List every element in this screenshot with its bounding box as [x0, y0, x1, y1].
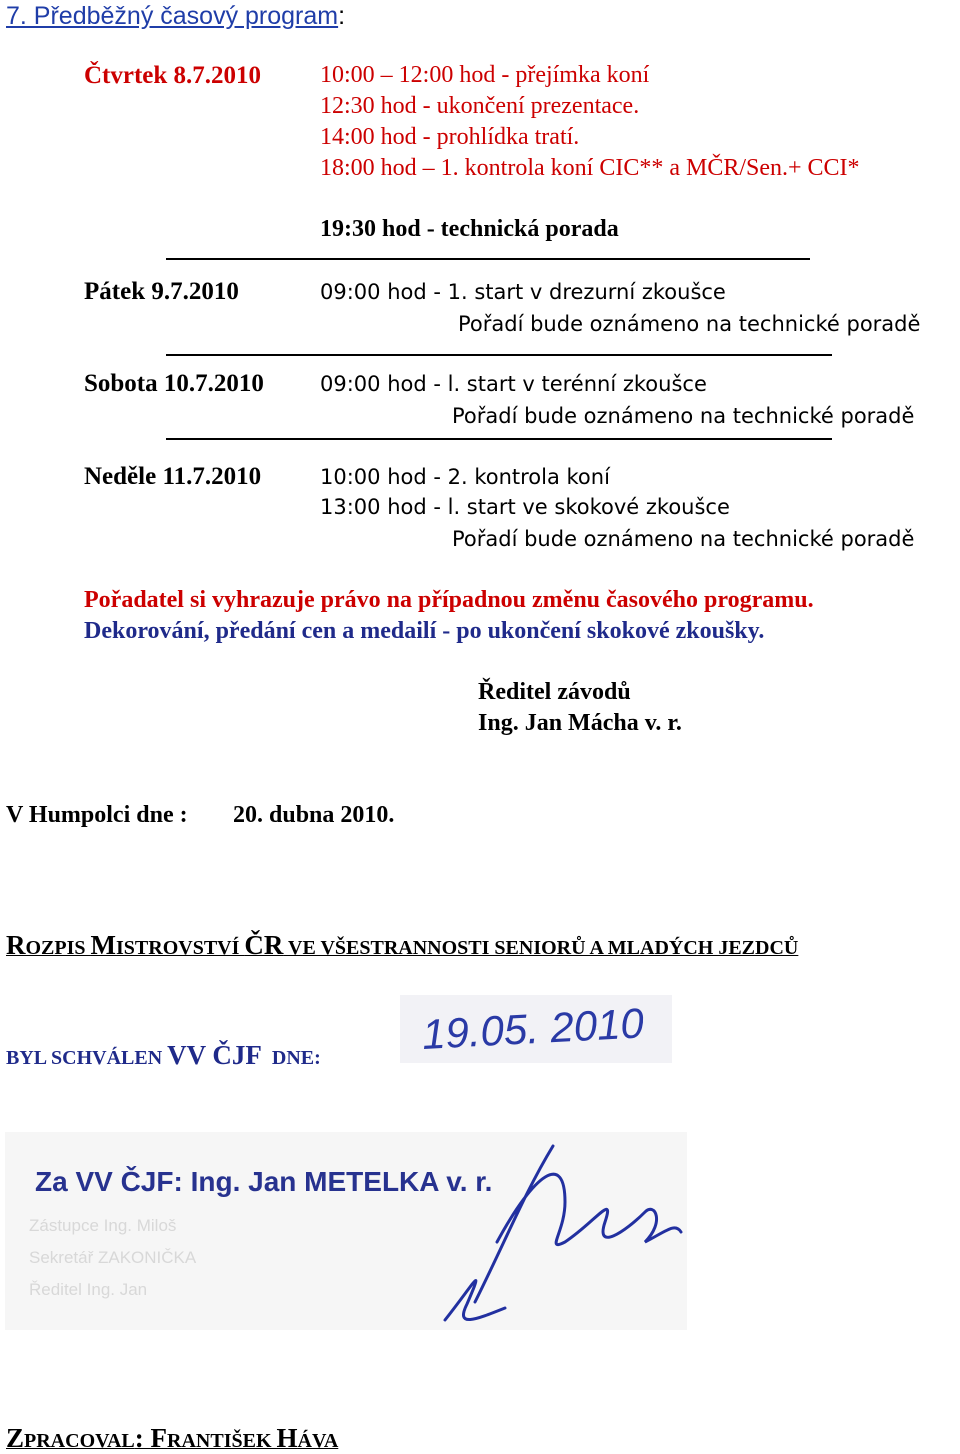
director-name: Ing. Jan Mácha v. r. [478, 710, 682, 736]
awards-text: Dekorování, předání cen a medailí - po ukončení skokové zkoušky. [84, 618, 765, 644]
handwritten-date-drawing [400, 995, 672, 1063]
rozpis-title [6, 930, 798, 961]
processed-line-part: : [134, 1423, 151, 1453]
processed-line-part: ÁVA [297, 1430, 339, 1452]
handwritten-date: 19.05. 2010 [420, 999, 645, 1058]
processed-line-part: F [150, 1423, 168, 1453]
day-friday: Pátek 9.7.2010 [84, 278, 239, 305]
processed-line-part: Z [6, 1423, 25, 1453]
thursday-item-2: 12:30 hod - ukončení prezentace. [320, 93, 640, 119]
rozpis-line-part: VE VŠESTRANNOSTI SENIORŮ A MLADÝCH JEZDCŮ [283, 937, 799, 959]
faint-background-text: Sekretář ZAKONIČKA [29, 1248, 197, 1267]
thursday-item-1: 10:00 – 12:00 hod - přejímka koní [320, 62, 650, 88]
signature-image [5, 1132, 687, 1330]
separator-line [166, 438, 832, 440]
section-heading-colon: : [338, 2, 346, 30]
thursday-item-4: 18:00 hod – 1. kontrola koní CIC** a MČR/Sen.+ CCI* [320, 155, 860, 181]
rozpis-line-part: ISTROVSTVÍ [116, 937, 245, 959]
approved-line-part: BYL SCHVÁLEN [6, 1047, 168, 1069]
sunday-note: Pořadí bude oznámeno na technické poradě [452, 527, 915, 551]
saturday-item: 09:00 hod - l. start v terénní zkoušce [320, 372, 707, 396]
approved-line-part: VV ČJF [167, 1040, 262, 1070]
place-date: 20. dubna 2010. [233, 802, 395, 828]
saturday-note: Pořadí bude oznámeno na technické poradě [452, 404, 915, 428]
handwritten-signature [5, 1132, 687, 1330]
friday-item: 09:00 hod - 1. start v drezurní zkoušce [320, 280, 726, 304]
faint-background-text: Zástupce Ing. Miloš [29, 1216, 177, 1235]
rozpis-line-part: ČR [244, 930, 284, 960]
disclaimer-text: Pořadatel si vyhrazuje právo na případnou změnu časového programu. [84, 587, 814, 613]
rozpis-line-part: M [90, 930, 117, 960]
section-heading [6, 2, 345, 31]
separator-line [166, 258, 810, 260]
day-saturday: Sobota 10.7.2010 [84, 370, 264, 397]
rozpis-line-part: OZPIS [25, 937, 91, 959]
faint-background-text: Ředitel Ing. Jan [29, 1280, 148, 1299]
approval-label [6, 1040, 321, 1071]
processed-line-part: H [276, 1423, 298, 1453]
rozpis-line-part: R [6, 930, 26, 960]
place-label: V Humpolci dne : [6, 802, 188, 828]
processed-line-part: PRACOVAL [24, 1430, 135, 1452]
processed-by [6, 1423, 338, 1454]
director-title: Ředitel závodů [478, 679, 631, 705]
friday-note: Pořadí bude oznámeno na technické poradě [458, 312, 921, 336]
thursday-item-3: 14:00 hod - prohlídka tratí. [320, 124, 580, 150]
sunday-item-1: 10:00 hod - 2. kontrola koní [320, 465, 610, 489]
approved-line-part: DNE: [261, 1047, 321, 1069]
section-heading-text: 7. Předběžný časový program [6, 2, 339, 30]
day-sunday: Neděle 11.7.2010 [84, 463, 262, 490]
signature-caption: Za VV ČJF: Ing. Jan METELKA v. r. [35, 1166, 493, 1197]
sunday-item-2: 13:00 hod - l. start ve skokové zkoušce [320, 495, 730, 519]
processed-line-part: RANTIŠEK [167, 1430, 277, 1452]
separator-line [166, 354, 832, 356]
thursday-item-5: 19:30 hod - technická porada [320, 216, 619, 242]
day-thursday: Čtvrtek 8.7.2010 [84, 62, 262, 89]
handwritten-date-image [400, 995, 672, 1063]
